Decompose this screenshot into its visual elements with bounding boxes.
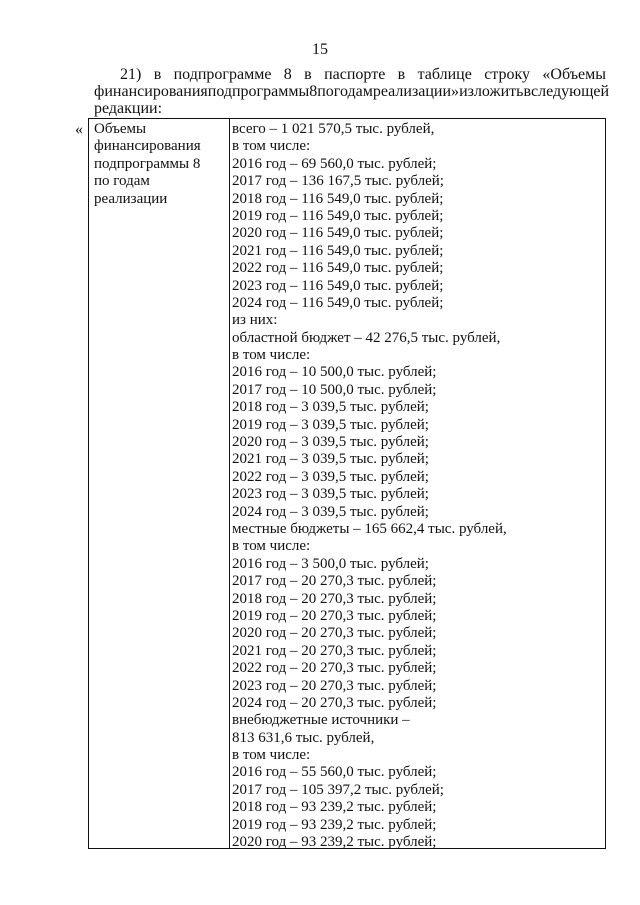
value-line: 2023 год – 3 039,5 тыс. рублей; [232,486,429,503]
value-line: 2020 год – 20 270,3 тыс. рублей; [232,625,437,642]
label-line: реализации [94,190,168,207]
value-line: 2022 год – 116 549,0 тыс. рублей; [232,260,444,277]
value-line: 2019 год – 93 239,2 тыс. рублей; [232,816,437,833]
value-line: 2016 год – 55 560,0 тыс. рублей; [232,764,437,781]
intro-word: годам [333,83,373,100]
opening-quote-mark: « [75,121,83,138]
intro-word: 8 [283,66,292,83]
value-line: областной бюджет – 42 276,5 тыс. рублей, [232,329,501,346]
value-line: 2018 год – 3 039,5 тыс. рублей; [232,399,429,416]
table-value-cell [232,121,602,851]
intro-word: строку [484,66,531,83]
intro-word: в [523,83,531,100]
value-line: 2016 год – 3 500,0 тыс. рублей; [232,555,429,572]
value-line: 2017 год – 20 270,3 тыс. рублей; [232,573,437,590]
value-line: в том числе: [232,747,311,764]
label-line: Объемы [94,121,147,137]
intro-paragraph [94,66,610,117]
label-line: финансирования [94,138,201,155]
intro-word: изложить [459,83,524,100]
intro-word: реализации» [372,83,460,100]
value-line: 2018 год – 116 549,0 тыс. рублей; [232,190,444,207]
financing-table [88,118,606,849]
intro-word: по [317,83,334,100]
value-line: 2023 год – 116 549,0 тыс. рублей; [232,277,444,294]
value-line: местные бюджеты – 165 662,4 тыс. рублей, [232,520,507,537]
intro-word: следующей [531,83,610,100]
value-line: из них: [232,312,278,329]
value-line: 813 631,6 тыс. рублей, [232,729,375,746]
value-line: 2017 год – 10 500,0 тыс. рублей; [232,381,437,398]
value-line: 2019 год – 116 549,0 тыс. рублей; [232,207,444,224]
value-line: 2019 год – 20 270,3 тыс. рублей; [232,607,437,624]
value-line: 2021 год – 20 270,3 тыс. рублей; [232,642,437,659]
table-label-cell [94,121,226,208]
value-line: 2020 год – 93 239,2 тыс. рублей; [232,834,437,851]
value-line: 2018 год – 93 239,2 тыс. рублей; [232,799,437,816]
value-line: 2017 год – 105 397,2 тыс. рублей; [232,781,444,798]
intro-word: редакции: [94,100,163,117]
value-line: 2017 год – 136 167,5 тыс. рублей; [232,173,444,190]
intro-word: финансирования [94,83,208,100]
value-line: 2021 год – 3 039,5 тыс. рублей; [232,451,429,468]
intro-word: таблице [417,66,472,83]
value-line: 2019 год – 3 039,5 тыс. рублей; [232,416,429,433]
intro-line [94,66,606,83]
value-line: внебюджетные источники – [232,712,410,729]
page-number: 15 [312,41,328,58]
value-line: 2016 год – 10 500,0 тыс. рублей; [232,364,437,381]
value-line: 2020 год – 3 039,5 тыс. рублей; [232,434,429,451]
intro-word: паспорте [324,66,386,83]
intro-line [94,100,606,117]
value-line: 2024 год – 20 270,3 тыс. рублей; [232,694,437,711]
value-line: 2024 год – 116 549,0 тыс. рублей; [232,294,444,311]
value-line: всего – 1 021 570,5 тыс. рублей, [232,121,435,137]
value-line: в том числе: [232,538,311,555]
intro-word: в [397,66,406,83]
value-line: в том числе: [232,347,311,364]
value-line: в том числе: [232,138,311,155]
intro-word: в [153,66,162,83]
intro-word: в [304,66,312,83]
intro-word: 8 [309,83,318,100]
value-line: 2022 год – 3 039,5 тыс. рублей; [232,468,429,485]
intro-word: подпрограммы [207,83,310,100]
intro-line [94,83,610,100]
label-line: по годам [94,173,150,190]
table-column-divider [229,119,230,848]
value-line: 2016 год – 69 560,0 тыс. рублей; [232,155,437,172]
intro-word: «Объемы [542,66,606,83]
value-line: 2018 год – 20 270,3 тыс. рублей; [232,590,437,607]
value-line: 2022 год – 20 270,3 тыс. рублей; [232,660,437,677]
value-line: 2023 год – 20 270,3 тыс. рублей; [232,677,437,694]
value-line: 2020 год – 116 549,0 тыс. рублей; [232,225,444,242]
intro-word: подпрограмме [173,66,272,83]
value-line: 2021 год – 116 549,0 тыс. рублей; [232,242,444,259]
label-line: подпрограммы 8 [94,155,201,172]
value-line: 2024 год – 3 039,5 тыс. рублей; [232,503,429,520]
intro-word: 21) [120,66,142,83]
